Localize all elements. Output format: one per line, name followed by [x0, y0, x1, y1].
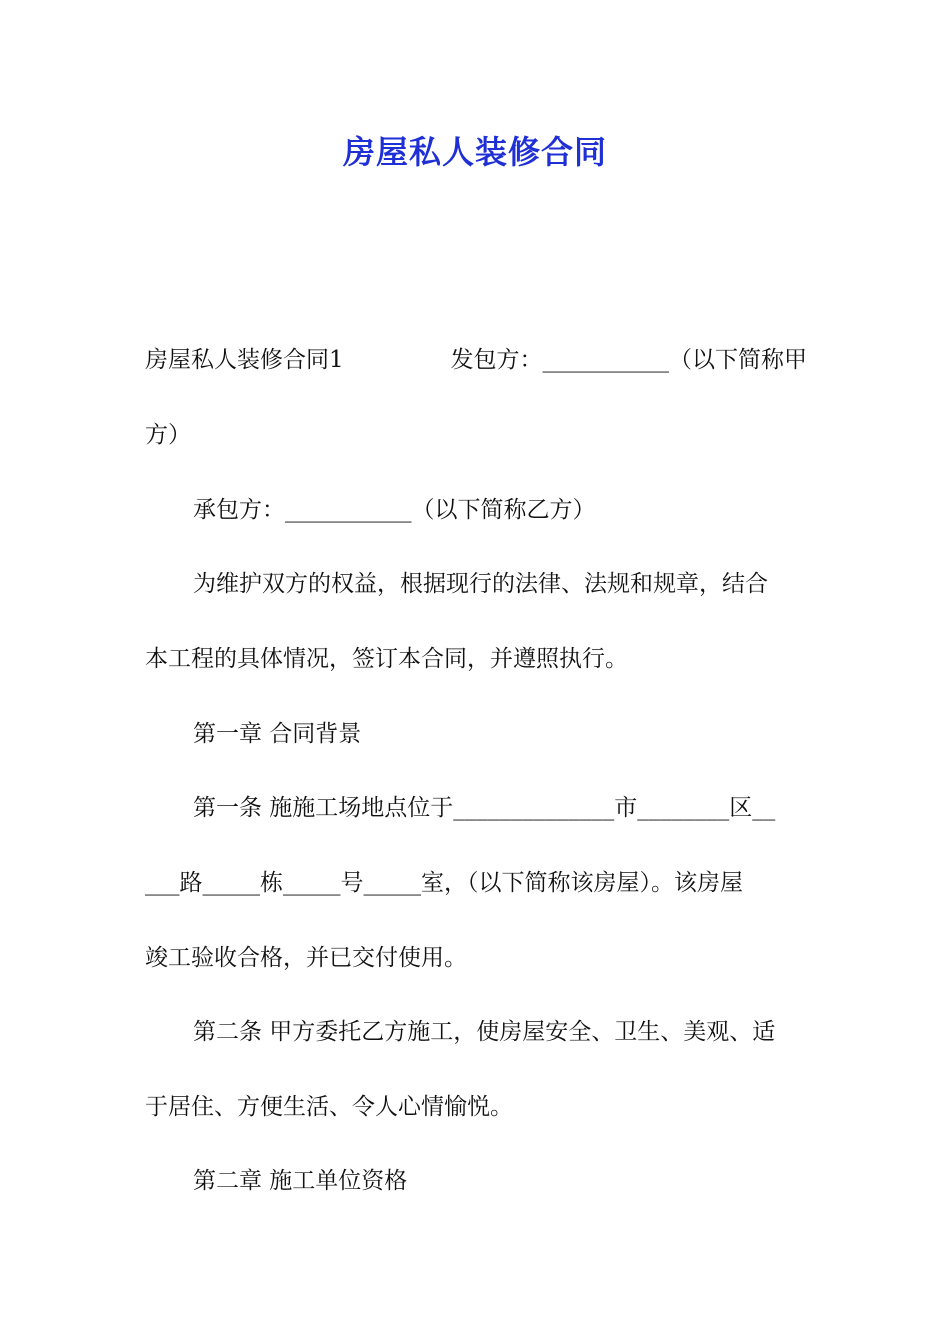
chapter-heading: 第一章 合同背景 — [193, 721, 362, 747]
paragraph-line — [145, 340, 807, 380]
paragraph-line: 竣工验收合格，并已交付使用。 — [145, 945, 467, 971]
employer-field-line: 发包方：___________（以下简称甲 — [450, 347, 807, 373]
paragraph-line: 为维护双方的权益，根据现行的法律、法规和规章，结合 — [193, 571, 768, 597]
contract-subtitle: 房屋私人装修合同1 — [145, 347, 344, 373]
contractor-field-line: 承包方：___________（以下简称乙方） — [193, 497, 596, 523]
paragraph-line: 本工程的具体情况，签订本合同，并遵照执行。 — [145, 646, 628, 672]
paragraph-line: 方） — [145, 422, 191, 448]
article-line: 第二条 甲方委托乙方施工，使房屋安全、卫生、美观、适 — [193, 1019, 776, 1045]
document-title: 房屋私人装修合同 — [342, 133, 607, 171]
chapter-heading: 第二章 施工单位资格 — [193, 1168, 408, 1194]
paragraph-line: ___路_____栋_____号_____室，（以下简称该房屋）。该房屋 — [145, 870, 743, 896]
article-line: 第一条 施施工场地点位于______________市________区__ — [193, 795, 776, 821]
paragraph-line: 于居住、方便生活、令人心情愉悦。 — [145, 1094, 513, 1120]
